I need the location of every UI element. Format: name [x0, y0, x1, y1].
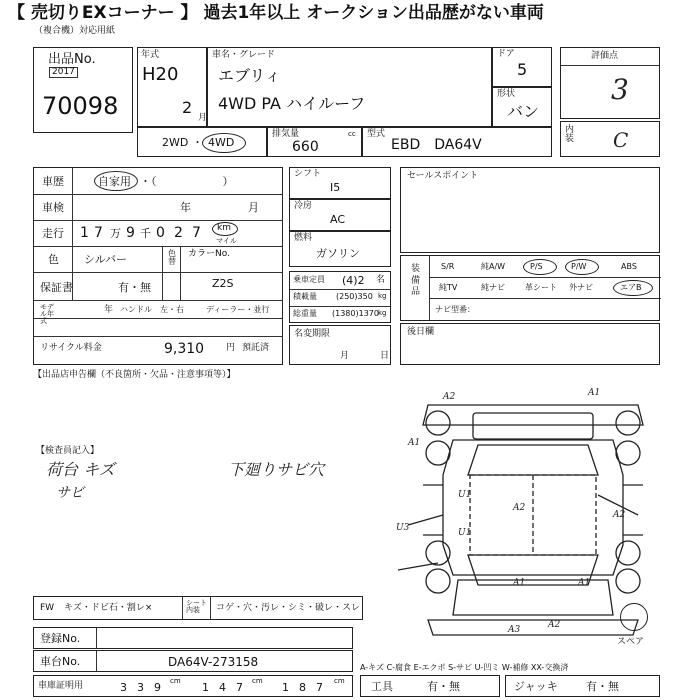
shift-label: シフト [294, 169, 322, 179]
equip-navi-model: ナビ型番： [435, 305, 475, 314]
interior-value: C [613, 128, 629, 152]
handle: ハンドル 左・右 [120, 305, 184, 314]
cert-row [33, 675, 353, 697]
history-rest: ・（ ） [140, 175, 234, 188]
warranty-label: 保証書 [40, 281, 73, 294]
fuel-box [289, 231, 391, 267]
load-label: 積載量 [293, 292, 317, 301]
after-note-label: 後日欄 [407, 327, 435, 337]
equip-pw: P/W [571, 262, 587, 271]
capacity-value: (4)2 [342, 274, 365, 287]
jack-box [505, 675, 660, 697]
mileage-km: km [217, 223, 231, 233]
score-label: 評価点 [591, 51, 619, 61]
doors-label: ドア [497, 49, 515, 59]
mileage-man: 万 [110, 227, 121, 240]
era-year: H20 [142, 64, 179, 85]
capacity-box [289, 271, 391, 323]
inspection-year: 年 [180, 201, 191, 214]
shape-value: バン [507, 102, 540, 121]
history-label: 車歴 [42, 175, 64, 188]
tools-box [360, 675, 500, 697]
mileage-mile: マイル [216, 237, 237, 245]
damage-mark: U1 [458, 490, 472, 500]
mileage-sen: 千 [140, 227, 151, 240]
aircon-box [289, 199, 391, 231]
mileage-d5: 2 [174, 225, 183, 241]
model-code-label: 型式 [367, 129, 386, 139]
declaration-label: 【出品店申告欄（不良箇所・欠品・注意事項等）】 [33, 370, 236, 380]
inspector-note1: 荷台 キズ [46, 460, 115, 479]
color-value: シルバー [84, 253, 127, 266]
shift-value: I5 [330, 181, 341, 194]
model-year-unit: 年 [104, 305, 114, 315]
spare-tire-icon [620, 603, 648, 631]
chassis-label: 車台No. [40, 655, 81, 668]
recycle-value: 9,310 [164, 341, 205, 357]
recycle-unit: 円 [226, 343, 236, 353]
equip-aw: 純A/W [481, 262, 506, 271]
equip-tv: 純TV [439, 283, 458, 292]
name-change-day: 日 [380, 351, 390, 361]
mileage-d2: 7 [94, 225, 103, 241]
color-code: Z2S [212, 277, 234, 290]
inspection-label: 車検 [42, 201, 64, 214]
mileage-d6: 7 [192, 225, 201, 241]
damage-mark: U3 [396, 523, 410, 533]
tools-value: 有・無 [427, 680, 460, 693]
equip-leather: 革シート [525, 283, 557, 292]
damage-mark: A1 [408, 438, 421, 448]
recycle-label: リサイクル料金 [40, 343, 102, 353]
lot-label: 出品No. [48, 52, 96, 67]
fuel-value: ガソリン [316, 247, 360, 260]
name-change-box [289, 325, 391, 365]
displacement-label: 排気量 [272, 129, 300, 139]
damage-mark: A1 [578, 578, 591, 588]
spec-table [33, 167, 283, 365]
score-value: 3 [611, 73, 629, 106]
cert-label: 車庫証明用 [38, 681, 84, 691]
damage-mark: A2 [513, 503, 526, 513]
capacity-label: 乗車定員 [293, 275, 325, 284]
score-box [560, 47, 660, 119]
interior-box [560, 121, 660, 157]
subline: （複合機）対応用紙 [34, 26, 116, 36]
dealer: ディーラー・並行 [206, 305, 270, 314]
equip-ext-navi: 外ナビ [569, 283, 593, 292]
doors-box [492, 47, 552, 87]
jack-label: ジャッキ [514, 680, 558, 693]
shift-box [289, 167, 391, 199]
warranty-value: 有・無 [118, 281, 151, 294]
fw-row [33, 596, 363, 620]
after-note-box [400, 323, 660, 365]
sales-point-label: セールスポイント [407, 171, 479, 181]
color-change-label: 色替 [168, 249, 176, 266]
interior-label: 内装 [565, 125, 575, 144]
shape-label: 形状 [497, 89, 516, 99]
reg-no-label: 登録No. [40, 632, 81, 645]
cert-u1: cm [170, 677, 181, 685]
equip-sr: S/R [441, 262, 455, 271]
cert-u2: cm [252, 677, 263, 685]
recycle-note: 預託済 [242, 343, 270, 353]
displacement-box [267, 127, 362, 157]
jack-value: 有・無 [586, 680, 619, 693]
damage-mark: U1 [458, 528, 472, 538]
chassis-value: DA64V-273158 [168, 655, 259, 669]
equip-navi: 純ナビ [481, 283, 505, 292]
color-label: 色 [48, 253, 59, 266]
history-value: 自家用 [98, 175, 131, 188]
gross-unit: kg [378, 309, 387, 317]
name-change-label: 名変期限 [294, 329, 331, 339]
reg-month: 2 [182, 98, 193, 117]
damage-mark: A2 [613, 510, 626, 520]
drive-4wd: 4WD [208, 136, 235, 149]
capacity-unit: 名 [376, 275, 386, 285]
gross-value: (1380)1370 [332, 309, 379, 318]
mileage-label: 走行 [42, 227, 64, 240]
fuel-label: 燃料 [294, 233, 313, 243]
seat-label: シート内装 [186, 599, 207, 614]
equipment-label: 装備品 [411, 264, 421, 298]
equip-airbag: エアB [620, 283, 642, 292]
damage-mark: A2 [548, 620, 561, 630]
model-grade: 4WD PA ハイルーフ [218, 94, 366, 113]
cert-d3: 187 [282, 681, 333, 694]
mileage-d3: 9 [126, 225, 135, 241]
load-unit: kg [378, 292, 387, 300]
year-box [137, 47, 207, 127]
cert-u3: cm [334, 677, 345, 685]
model-label: 車名・グレード [212, 50, 276, 60]
model-code-value: EBD DA64V [391, 137, 482, 153]
equip-abs: ABS [621, 262, 637, 271]
color-code-label: カラーNo. [188, 249, 230, 259]
gross-label: 総重量 [293, 309, 317, 318]
lot-box [33, 47, 133, 133]
shape-box [492, 87, 552, 127]
legend: A-キズ C-腐食 E-エクボ S-サビ U-凹ミ W-補修 XX-交換済 [360, 663, 569, 672]
aircon-label: 冷房 [294, 201, 313, 211]
inspector-label: 【検査員記入】 [36, 446, 100, 456]
lot-number: 70098 [42, 92, 119, 120]
drive-sep: ・ [192, 136, 203, 149]
seat-items: コゲ・穴・汚レ・シミ・破レ・スレ [216, 603, 361, 613]
displacement-unit: cc [348, 130, 356, 138]
reg-month-unit: 月 [198, 113, 208, 123]
model-name: エブリィ [218, 66, 281, 85]
equipment-box [400, 255, 660, 321]
drive-box [137, 127, 267, 157]
tools-label: 工具 [371, 680, 393, 693]
sales-point-box [400, 167, 660, 253]
model-year-label: モデル年式 [40, 303, 54, 325]
model-code-box [362, 127, 552, 157]
spare-label: スペア [617, 637, 645, 647]
reg-no-row [33, 627, 353, 649]
damage-mark: A1 [588, 388, 601, 398]
drive-2wd: 2WD [162, 136, 189, 149]
chassis-row [33, 650, 353, 672]
cert-d2: 147 [202, 681, 253, 694]
fw-label: FW [40, 603, 55, 613]
damage-mark: A2 [443, 392, 456, 402]
banner: 【 売切りEXコーナー 】 過去1年以上 オークション出品歴がない車両 [8, 3, 544, 23]
damage-mark: A3 [508, 625, 521, 635]
lot-year-stamp: 2017 [49, 67, 78, 78]
doors-value: 5 [517, 60, 528, 79]
mileage-d1: 1 [80, 225, 89, 241]
displacement-value: 660 [292, 139, 319, 155]
mileage-d4: 0 [156, 225, 165, 241]
fw-items: キズ・ドビ石・割レ× [64, 603, 153, 613]
cert-d1: 339 [120, 681, 171, 694]
year-label: 年式 [141, 50, 160, 60]
damage-mark: A1 [513, 578, 526, 588]
inspector-note2: 下廻りサビ穴 [228, 460, 325, 479]
load-value: (250)350 [336, 292, 373, 301]
equip-ps: P/S [530, 262, 543, 271]
inspection-month: 月 [248, 201, 259, 214]
name-change-month: 月 [340, 351, 350, 361]
aircon-value: AC [330, 213, 346, 226]
inspector-note3: サビ [56, 485, 84, 501]
model-box [207, 47, 492, 127]
